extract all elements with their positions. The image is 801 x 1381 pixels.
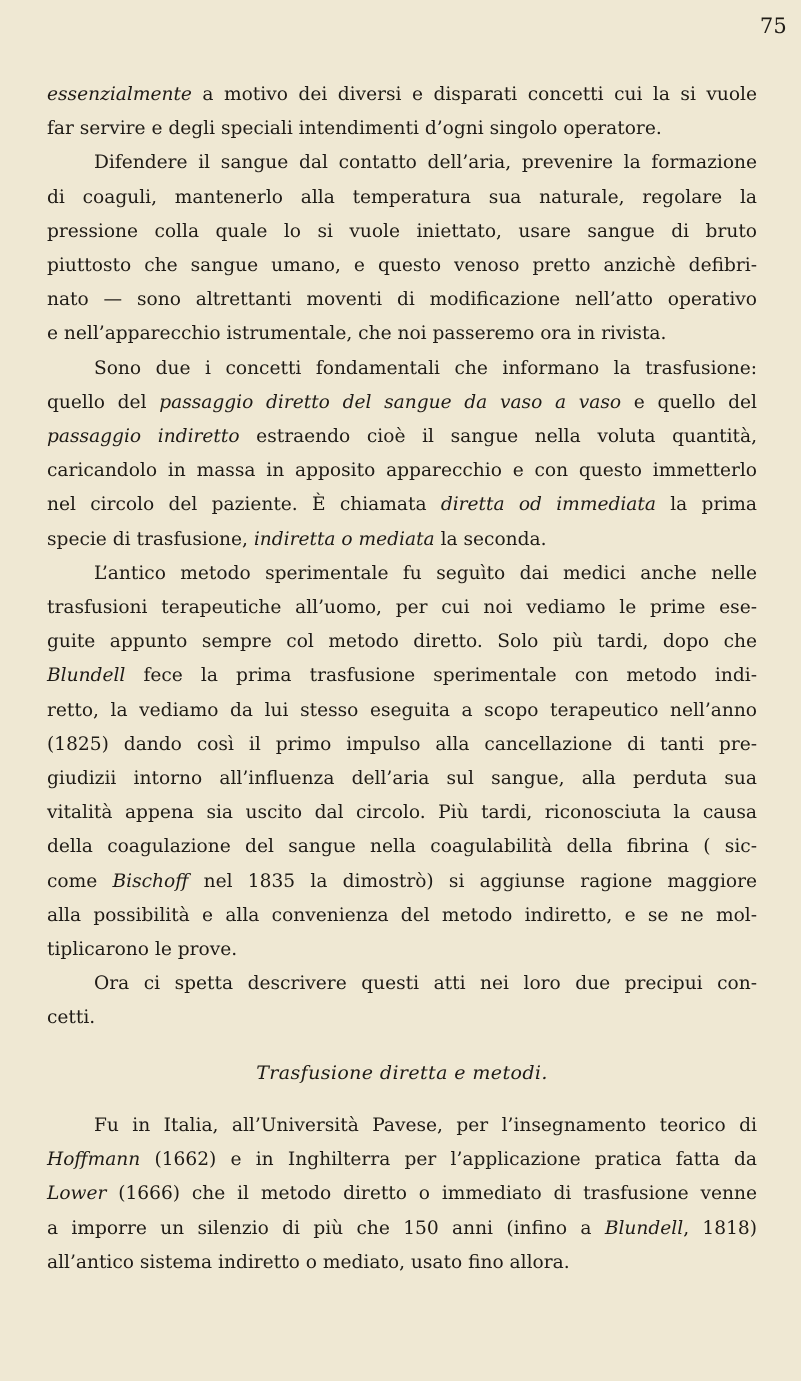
text-run: (1662) e in Inghilterra per l’applicazione pratica fatta da (140, 1149, 757, 1171)
emphasis: Blundell (47, 665, 126, 687)
text-run: vitalità appena sia uscito dal circolo. Più tardi, riconosciuta la causa (47, 802, 757, 824)
text-line (47, 78, 757, 112)
text-run: quello del (47, 391, 160, 413)
text-line (47, 591, 757, 625)
emphasis: indiretta o mediata (253, 528, 435, 550)
text-line (47, 386, 757, 420)
emphasis: Lower (47, 1183, 107, 1205)
text-run: far servire e degli speciali intendimenti d’ogni singolo operatore. (47, 118, 662, 140)
text-line (47, 933, 757, 967)
text-line (47, 899, 757, 933)
text-line (47, 967, 757, 1001)
text-run: alla possibilità e alla convenienza del metodo indiretto, e se ne mol- (47, 904, 757, 926)
text-run: e quello del (621, 391, 757, 413)
text-run: come (47, 870, 113, 892)
text-run: nel 1835 la dimostrò) si aggiunse ragione maggiore (188, 870, 757, 892)
text-line (47, 146, 757, 180)
text-line (47, 523, 757, 557)
text-line (47, 215, 757, 249)
text-line (47, 659, 757, 693)
text-run: a motivo dei diversi e disparati concetti cui la si vuole (191, 84, 757, 105)
text-line (47, 557, 757, 591)
text-run: all’antico sistema indiretto o mediato, usato fino allora. (47, 1251, 570, 1273)
text-run: caricandolo in massa in apposito apparecchio e con questo immetterlo (47, 460, 757, 482)
text-line (47, 488, 757, 522)
text-run: della coagulazione del sangue nella coagulabilità della fibrina ( sic- (47, 836, 757, 858)
text-line (47, 1001, 757, 1035)
text-run: fece la prima trasfusione sperimentale con metodo indi- (125, 665, 757, 687)
text-line (47, 796, 757, 830)
text-run: Ora ci spetta descrivere questi atti nei loro due precipui con- (94, 973, 757, 995)
text-line (47, 728, 757, 762)
text-run: , 1818) (683, 1217, 757, 1239)
text-run: L’antico metodo sperimentale fu seguìto dai medici anche nelle (94, 562, 757, 584)
text-line (47, 1246, 757, 1280)
emphasis: passaggio diretto del sangue da vaso a vaso (159, 391, 622, 413)
section-title: Trasfusione diretta e metodi. (256, 1061, 548, 1084)
text-run: (1825) dando così il primo impulso alla cancellazione di tanti pre- (47, 733, 757, 755)
text-line (47, 625, 757, 659)
text-line (47, 249, 757, 283)
text-run: a imporre un silenzio di più che 150 anni (infino a (47, 1217, 605, 1239)
text-run: (1666) che il metodo diretto o immediato di trasfusione venne (106, 1183, 757, 1205)
emphasis: Blundell (604, 1217, 684, 1239)
text-line (47, 1143, 757, 1177)
text-run: Difendere il sangue dal contatto dell’aria, prevenire la formazione (94, 152, 757, 174)
text-run: nato — sono altrettanti moventi di modificazione nell’atto operativo (47, 289, 757, 311)
text-line (47, 1177, 757, 1211)
paragraph (47, 967, 757, 1035)
text-run: nel circolo del paziente. È chiamata (47, 494, 441, 516)
text-run: estraendo cioè il sangue nella voluta quantità, (239, 426, 757, 448)
text-line (47, 830, 757, 864)
text-run: tiplicarono le prove. (47, 939, 238, 961)
emphasis: essenzialmente (47, 84, 192, 105)
text-run: retto, la vediamo da lui stesso eseguita a scopo terapeutico nell’anno (47, 699, 757, 721)
text-line (47, 865, 757, 899)
text-line (47, 420, 757, 454)
text-run: la prima (655, 494, 757, 516)
emphasis: diretta od immediata (440, 494, 656, 516)
text-run: cetti. (47, 1007, 96, 1029)
text-line (47, 112, 757, 146)
page-number: 75 (759, 14, 787, 38)
body-text (47, 78, 757, 1280)
text-run: Fu in Italia, all’Università Pavese, per l’insegnamento teorico di (94, 1114, 757, 1136)
paragraph (47, 78, 757, 146)
text-run: di coaguli, mantenerlo alla temperatura sua naturale, regolare la (47, 186, 757, 208)
text-run: e nell’apparecchio istrumentale, che noi passeremo ora in rivista. (47, 323, 667, 345)
emphasis: Hoffmann (47, 1149, 141, 1171)
text-line (47, 317, 757, 351)
text-run: Sono due i concetti fondamentali che informano la trasfusione: (94, 357, 757, 379)
text-line (47, 762, 757, 796)
text-line (47, 352, 757, 386)
text-line (47, 1109, 757, 1143)
text-run: specie di trasfusione, (47, 528, 254, 550)
text-line (47, 454, 757, 488)
text-run: trasfusioni terapeutiche all’uomo, per cui noi vediamo le prime ese- (47, 597, 757, 619)
text-line (47, 1212, 757, 1246)
paragraph (47, 352, 757, 557)
text-run: giudizii intorno all’influenza dell’aria sul sangue, alla perduta sua (47, 768, 757, 790)
text-line (47, 283, 757, 317)
emphasis: Bischoff (112, 870, 189, 892)
text-run: piuttosto che sangue umano, e questo venoso pretto anzichè defibri- (47, 255, 757, 277)
paragraph (47, 146, 757, 351)
emphasis: passaggio indiretto (47, 426, 240, 448)
text-line (47, 181, 757, 215)
text-run: la seconda. (434, 528, 547, 550)
text-run: guite appunto sempre col metodo diretto. Solo più tardi, dopo che (47, 631, 757, 653)
paragraph (47, 1109, 757, 1280)
text-run: pressione colla quale lo si vuole iniettato, usare sangue di bruto (47, 220, 757, 242)
text-line (47, 694, 757, 728)
paragraph (47, 557, 757, 967)
